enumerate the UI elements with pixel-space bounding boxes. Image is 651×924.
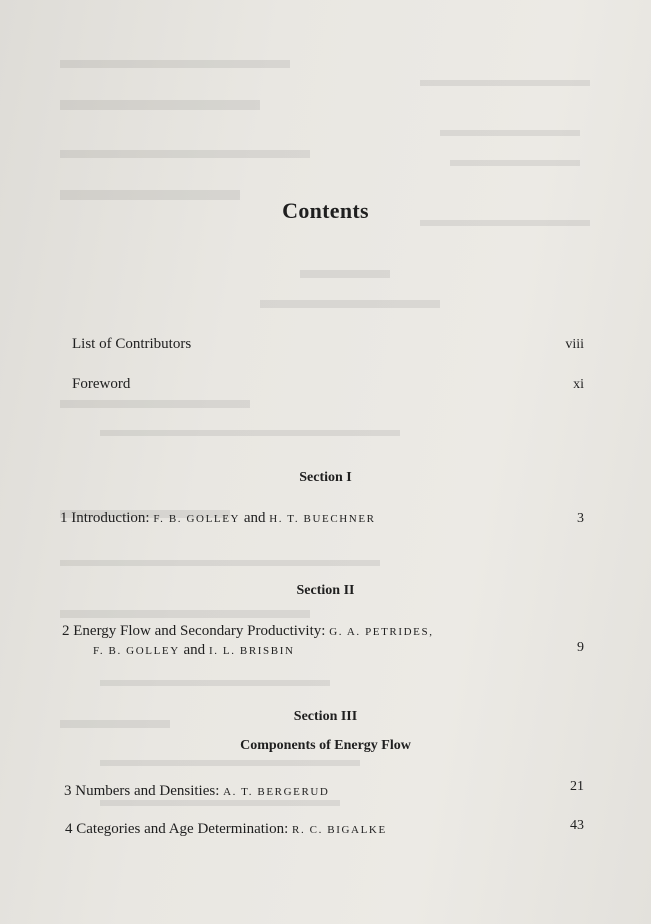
chapter-number: 3 bbox=[64, 783, 72, 799]
section-heading: Section III bbox=[293, 709, 358, 724]
chapter-author: F. B. GOLLEY bbox=[153, 513, 241, 525]
chapter-author: I. L. BRISBIN bbox=[208, 645, 295, 657]
toc-chapter-3[interactable] bbox=[64, 783, 329, 800]
section-heading: Section II bbox=[296, 583, 355, 598]
chapter-author: F. B. GOLLEY bbox=[93, 645, 180, 657]
chapter-title: Introduction: bbox=[71, 510, 150, 526]
chapter-author: R. C. BIGALKE bbox=[292, 824, 387, 836]
chapter-author: A. T. BERGERUD bbox=[223, 786, 330, 798]
toc-entry-contributors[interactable] bbox=[72, 336, 191, 353]
chapter-number: 4 bbox=[65, 821, 73, 837]
section-subtitle: Components of Energy Flow bbox=[240, 738, 411, 753]
chapter-title: Numbers and Densities: bbox=[75, 783, 220, 799]
toc-page-number: 21 bbox=[570, 779, 584, 794]
toc-page-number: 43 bbox=[570, 818, 584, 833]
author-conjunction: and bbox=[243, 510, 266, 526]
toc-chapter-1[interactable] bbox=[60, 510, 376, 527]
toc-entry-foreword[interactable] bbox=[72, 376, 130, 393]
chapter-number: 1 bbox=[60, 510, 68, 526]
toc-entry-label: Foreword bbox=[72, 376, 131, 392]
toc-chapter-2[interactable] bbox=[62, 623, 434, 640]
toc-page-number: xi bbox=[573, 377, 584, 392]
chapter-author: H. T. BUECHNER bbox=[269, 513, 376, 525]
toc-chapter-4[interactable] bbox=[65, 821, 387, 838]
section-heading: Section I bbox=[299, 470, 352, 485]
author-conjunction: and bbox=[183, 642, 206, 658]
chapter-title: Energy Flow and Secondary Productivity: bbox=[73, 623, 326, 639]
toc-entry-label: List of Contributors bbox=[72, 336, 192, 352]
toc-page-number: viii bbox=[565, 337, 584, 352]
toc-page-number: 9 bbox=[577, 640, 584, 655]
toc-chapter-2-continued bbox=[93, 642, 295, 659]
chapter-number: 2 bbox=[62, 623, 70, 639]
toc-page-number: 3 bbox=[577, 511, 584, 526]
chapter-author: G. A. PETRIDES, bbox=[329, 626, 434, 638]
chapter-title: Categories and Age Determination: bbox=[76, 821, 289, 837]
contents-heading: Contents bbox=[282, 198, 369, 223]
